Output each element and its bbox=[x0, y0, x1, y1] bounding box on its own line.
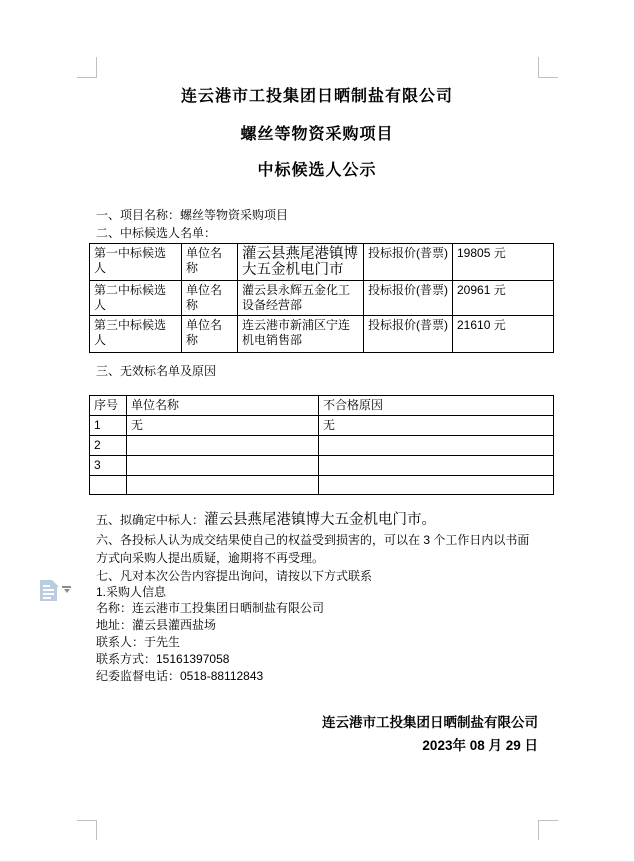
crop-mark-bottom-right bbox=[538, 820, 539, 840]
contact-supervision-phone: 纪委监督电话：0518-88112843 bbox=[96, 669, 264, 683]
invalid-bids-table bbox=[89, 395, 554, 495]
price-value: 19805 元 bbox=[453, 244, 554, 281]
candidate-rank: 第二中标候选人 bbox=[90, 281, 182, 316]
price-label: 投标报价(普票) bbox=[364, 244, 453, 281]
title-company: 连云港市工投集团日晒制盐有限公司 bbox=[180, 88, 453, 105]
seq-cell bbox=[90, 476, 127, 495]
crop-mark-bottom-left bbox=[96, 820, 97, 840]
unit-cell bbox=[127, 456, 319, 476]
contact-name: 名称：连云港市工投集团日晒制盐有限公司 bbox=[96, 601, 325, 615]
unit-name: 灌云县永辉五金化工设备经营部 bbox=[238, 281, 364, 316]
col-header-seq: 序号 bbox=[90, 396, 127, 416]
title-project: 螺丝等物资采购项目 bbox=[240, 126, 394, 143]
unit-label: 单位名称 bbox=[182, 244, 238, 281]
contact-person: 联系人：于先生 bbox=[96, 635, 181, 649]
table-header-row bbox=[90, 396, 554, 416]
paste-options-button[interactable] bbox=[38, 578, 72, 604]
col-header-reason: 不合格原因 bbox=[319, 396, 554, 416]
table-row bbox=[90, 456, 554, 476]
signature-date: 2023年 08 月 29 日 bbox=[422, 738, 538, 753]
price-label: 投标报价(普票) bbox=[364, 316, 453, 353]
section-objection: 六、各投标人认为成交结果使自己的权益受到损害的，可以在 3 个工作日内以书面方式向采购人提出质疑，逾期将不再受理。 bbox=[96, 533, 530, 565]
seq-cell: 2 bbox=[90, 436, 127, 456]
price-value: 21610 元 bbox=[453, 316, 554, 353]
unit-name: 连云港市新浦区宁连机电销售部 bbox=[238, 316, 364, 353]
section-project-name: 一、项目名称：螺丝等物资采购项目 bbox=[96, 208, 289, 222]
crop-mark-top-right bbox=[538, 57, 539, 77]
reason-cell bbox=[319, 436, 554, 456]
paste-options-icon bbox=[40, 580, 57, 601]
unit-cell: 无 bbox=[127, 416, 319, 436]
unit-label: 单位名称 bbox=[182, 316, 238, 353]
contact-phone: 联系方式：15161397058 bbox=[96, 652, 230, 666]
section-winner bbox=[96, 511, 538, 529]
crop-mark-bottom-left bbox=[77, 820, 97, 821]
section-invalid-heading: 三、无效标名单及原因 bbox=[96, 364, 217, 378]
reason-cell bbox=[319, 456, 554, 476]
unit-cell bbox=[127, 476, 319, 495]
section-candidates-heading: 二、中标候选人名单： bbox=[96, 226, 217, 240]
page-fold-icon bbox=[52, 580, 59, 587]
table-row bbox=[90, 416, 554, 436]
crop-mark-bottom-right bbox=[538, 820, 558, 821]
price-value: 20961 元 bbox=[453, 281, 554, 316]
candidate-rank: 第一中标候选人 bbox=[90, 244, 182, 281]
contact-address: 地址：灌云县灌西盐场 bbox=[96, 618, 217, 632]
section-inquiry: 七、凡对本次公告内容提出询问，请按以下方式联系 bbox=[96, 569, 373, 583]
col-header-unit: 单位名称 bbox=[127, 396, 319, 416]
table-row bbox=[90, 244, 554, 281]
buyer-info-heading: 1.采购人信息 bbox=[96, 585, 167, 599]
unit-cell bbox=[127, 436, 319, 456]
winner-name: 灌云县燕尾港镇博大五金机电门市。 bbox=[204, 512, 437, 528]
table-row bbox=[90, 281, 554, 316]
title-announcement: 中标候选人公示 bbox=[257, 162, 377, 179]
table-row bbox=[90, 316, 554, 353]
winner-label: 五、拟确定中标人： bbox=[96, 513, 205, 527]
seq-cell: 1 bbox=[90, 416, 127, 436]
unit-name: 灌云县燕尾港镇博大五金机电门市 bbox=[238, 244, 364, 281]
chevron-down-icon bbox=[62, 586, 71, 594]
table-row bbox=[90, 436, 554, 456]
seq-cell: 3 bbox=[90, 456, 127, 476]
reason-cell: 无 bbox=[319, 416, 554, 436]
table-row bbox=[90, 476, 554, 495]
crop-mark-top-left bbox=[77, 77, 97, 78]
unit-label: 单位名称 bbox=[182, 281, 238, 316]
signature-company: 连云港市工投集团日晒制盐有限公司 bbox=[322, 715, 538, 730]
crop-mark-top-right bbox=[538, 77, 558, 78]
crop-mark-top-left bbox=[96, 57, 97, 77]
price-label: 投标报价(普票) bbox=[364, 281, 453, 316]
candidate-rank: 第三中标候选人 bbox=[90, 316, 182, 353]
reason-cell bbox=[319, 476, 554, 495]
candidates-table bbox=[89, 243, 554, 353]
